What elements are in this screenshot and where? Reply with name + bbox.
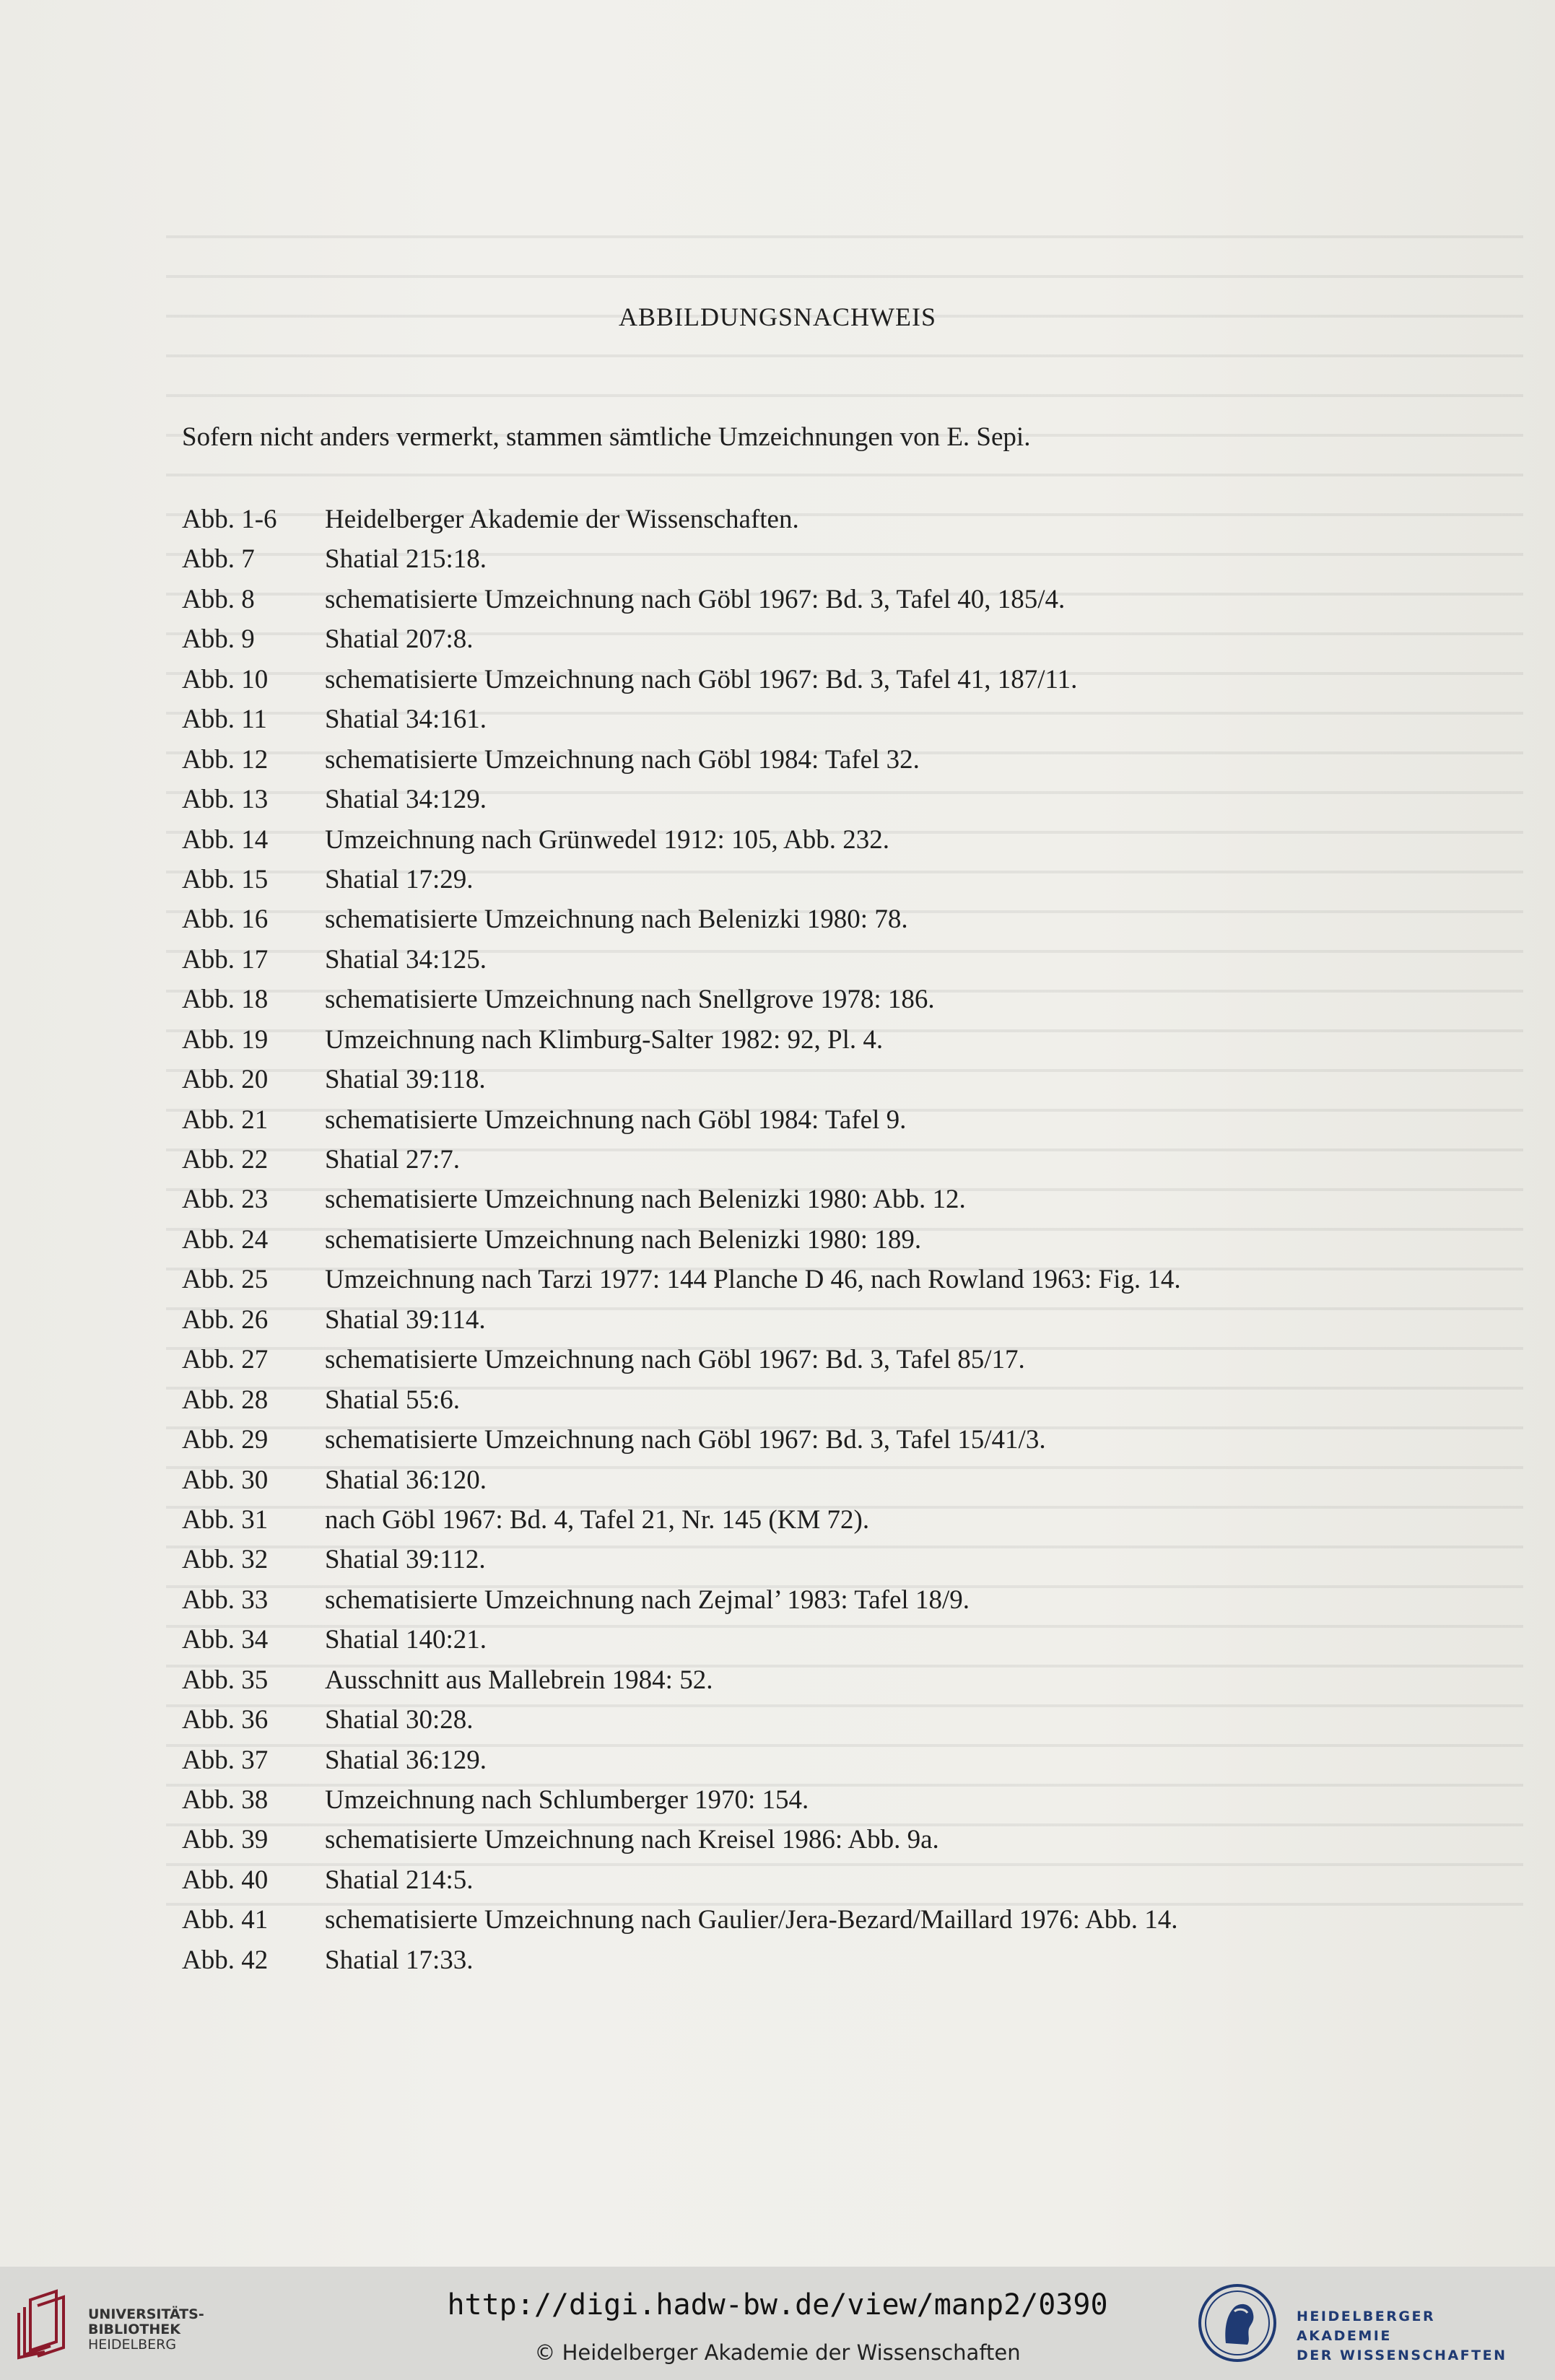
credit-entry bbox=[182, 1820, 1181, 1860]
figure-source: Shatial 27:7. bbox=[325, 1145, 461, 1174]
figure-source: Shatial 34:161. bbox=[325, 705, 487, 735]
credit-entry bbox=[182, 1380, 1181, 1420]
figure-source: nach Göbl 1967: Bd. 4, Tafel 21, Nr. 145 (KM 72). bbox=[325, 1504, 870, 1535]
figure-source: schematisierte Umzeichnung nach Göbl 1967: Bd. 3, Tafel 40, 185/4. bbox=[325, 584, 1066, 614]
credit-entry bbox=[182, 820, 1181, 860]
figure-source: schematisierte Umzeichnung nach Snellgrove 1978: 186. bbox=[325, 985, 935, 1015]
intro-text: Sofern nicht anders vermerkt, stammen sämtliche Umzeichnungen von E. Sepi. bbox=[182, 422, 1031, 452]
credit-entry bbox=[182, 1860, 1181, 1900]
figure-source: schematisierte Umzeichnung nach Göbl 1984: Tafel 32. bbox=[325, 744, 920, 775]
figure-number: Abb. 14 bbox=[182, 824, 269, 855]
figure-source: schematisierte Umzeichnung nach Belenizki 1980: Abb. 12. bbox=[325, 1185, 966, 1215]
figure-source: Shatial 17:33. bbox=[325, 1945, 474, 1975]
figure-source: Shatial 140:21. bbox=[325, 1625, 487, 1655]
credit-entry bbox=[182, 1180, 1181, 1219]
credit-entry bbox=[182, 1100, 1181, 1140]
figure-number: Abb. 13 bbox=[182, 785, 269, 815]
credit-entry bbox=[182, 1140, 1181, 1180]
figure-number: Abb. 7 bbox=[182, 544, 255, 575]
figure-number: Abb. 27 bbox=[182, 1345, 269, 1375]
figure-source: Umzeichnung nach Tarzi 1977: 144 Planche D 46, nach Rowland 1963: Fig. 14. bbox=[325, 1265, 1181, 1295]
credit-entry bbox=[182, 1620, 1181, 1660]
figure-source: Umzeichnung nach Grünwedel 1912: 105, Abb. 232. bbox=[325, 824, 889, 855]
figure-source: Ausschnitt aus Mallebrein 1984: 52. bbox=[325, 1665, 713, 1695]
figure-source: Umzeichnung nach Klimburg-Salter 1982: 92, Pl. 4. bbox=[325, 1024, 884, 1055]
figure-number: Abb. 23 bbox=[182, 1185, 269, 1215]
figure-source: schematisierte Umzeichnung nach Kreisel 1986: Abb. 9a. bbox=[325, 1825, 939, 1855]
footer-bar bbox=[0, 2267, 1555, 2380]
figure-number: Abb. 19 bbox=[182, 1024, 269, 1055]
figure-number: Abb. 25 bbox=[182, 1265, 269, 1295]
figure-source: Shatial 36:129. bbox=[325, 1745, 487, 1775]
figure-source: Shatial 36:120. bbox=[325, 1465, 487, 1495]
hadw-name-line2: DER WISSENSCHAFTEN bbox=[1297, 2348, 1507, 2363]
credit-entry bbox=[182, 699, 1181, 739]
ub-name-line2: BIBLIOTHEK bbox=[88, 2322, 180, 2337]
figure-source: Shatial 215:18. bbox=[325, 544, 487, 575]
figure-source: Umzeichnung nach Schlumberger 1970: 154. bbox=[325, 1785, 809, 1815]
credit-entry bbox=[182, 1020, 1181, 1060]
figure-number: Abb. 39 bbox=[182, 1825, 269, 1855]
credit-entry bbox=[182, 1060, 1181, 1099]
figure-number: Abb. 8 bbox=[182, 584, 255, 614]
credit-entry bbox=[182, 1740, 1181, 1780]
academy-seal-icon bbox=[1197, 2283, 1278, 2363]
figure-number: Abb. 17 bbox=[182, 944, 269, 975]
permalink-url[interactable]: http://digi.hadw-bw.de/view/manp2/0390 bbox=[447, 2288, 1108, 2322]
credit-entry bbox=[182, 1660, 1181, 1700]
figure-number: Abb. 29 bbox=[182, 1425, 269, 1455]
figure-source: schematisierte Umzeichnung nach Belenizki 1980: 189. bbox=[325, 1224, 922, 1255]
figure-number: Abb. 12 bbox=[182, 744, 269, 775]
figure-source: schematisierte Umzeichnung nach Göbl 1967: Bd. 3, Tafel 15/41/3. bbox=[325, 1425, 1046, 1455]
credit-entry bbox=[182, 1300, 1181, 1340]
figure-number: Abb. 30 bbox=[182, 1465, 269, 1495]
figure-source: schematisierte Umzeichnung nach Göbl 1967: Bd. 3, Tafel 41, 187/11. bbox=[325, 664, 1078, 694]
figure-source: Shatial 39:112. bbox=[325, 1545, 486, 1575]
figure-number: Abb. 16 bbox=[182, 905, 269, 935]
figure-source: Shatial 207:8. bbox=[325, 624, 474, 655]
credit-entry bbox=[182, 1420, 1181, 1460]
figure-source: schematisierte Umzeichnung nach Göbl 1967: Bd. 3, Tafel 85/17. bbox=[325, 1345, 1025, 1375]
copyright-notice: © Heidelberger Akademie der Wissenschaften bbox=[534, 2340, 1021, 2365]
credit-entry bbox=[182, 1940, 1181, 1980]
figure-number: Abb. 9 bbox=[182, 624, 255, 655]
figure-number: Abb. 20 bbox=[182, 1065, 269, 1095]
credit-entry bbox=[182, 500, 1181, 539]
credit-entry bbox=[182, 1220, 1181, 1260]
credit-entry bbox=[182, 860, 1181, 899]
figure-credits-list bbox=[182, 500, 1181, 1980]
figure-source: Shatial 34:129. bbox=[325, 785, 487, 815]
figure-number: Abb. 28 bbox=[182, 1385, 269, 1415]
figure-source: Shatial 30:28. bbox=[325, 1705, 474, 1735]
figure-source: schematisierte Umzeichnung nach Göbl 1984: Tafel 9. bbox=[325, 1104, 907, 1135]
figure-source: Shatial 17:29. bbox=[325, 864, 474, 894]
figure-number: Abb. 24 bbox=[182, 1224, 269, 1255]
figure-number: Abb. 1-6 bbox=[182, 505, 277, 534]
credit-entry bbox=[182, 1700, 1181, 1740]
figure-source: schematisierte Umzeichnung nach Zejmal’ 1983: Tafel 18/9. bbox=[325, 1585, 970, 1615]
figure-number: Abb. 22 bbox=[182, 1145, 269, 1174]
credit-entry bbox=[182, 740, 1181, 780]
figure-source: Shatial 34:125. bbox=[325, 944, 487, 975]
figure-number: Abb. 41 bbox=[182, 1905, 269, 1935]
figure-number: Abb. 26 bbox=[182, 1304, 269, 1335]
credit-entry bbox=[182, 980, 1181, 1019]
figure-number: Abb. 31 bbox=[182, 1504, 269, 1535]
figure-number: Abb. 32 bbox=[182, 1545, 269, 1575]
figure-number: Abb. 18 bbox=[182, 985, 269, 1015]
credit-entry bbox=[182, 1900, 1181, 1940]
credit-entry bbox=[182, 940, 1181, 980]
figure-source: Shatial 55:6. bbox=[325, 1385, 461, 1415]
credit-entry bbox=[182, 1460, 1181, 1500]
figure-number: Abb. 34 bbox=[182, 1625, 269, 1655]
figure-number: Abb. 42 bbox=[182, 1945, 269, 1975]
credit-entry bbox=[182, 619, 1181, 659]
figure-number: Abb. 37 bbox=[182, 1745, 269, 1775]
ub-name-line3: HEIDELBERG bbox=[88, 2337, 177, 2353]
figure-source: schematisierte Umzeichnung nach Belenizki 1980: 78. bbox=[325, 905, 908, 935]
credit-entry bbox=[182, 1780, 1181, 1820]
credit-entry bbox=[182, 899, 1181, 939]
hadw-logo[interactable] bbox=[1197, 2277, 1536, 2369]
figure-source: Shatial 39:118. bbox=[325, 1065, 486, 1095]
credit-entry bbox=[182, 1500, 1181, 1540]
figure-source: schematisierte Umzeichnung nach Gaulier/Jera-Bezard/Maillard 1976: Abb. 14. bbox=[325, 1905, 1178, 1935]
page-title: ABBILDUNGSNACHWEIS bbox=[619, 302, 936, 331]
figure-number: Abb. 36 bbox=[182, 1705, 269, 1735]
figure-source: Heidelberger Akademie der Wissenschaften. bbox=[325, 505, 799, 534]
credit-entry bbox=[182, 1580, 1181, 1620]
credit-entry bbox=[182, 1340, 1181, 1379]
credit-entry bbox=[182, 1260, 1181, 1299]
figure-number: Abb. 10 bbox=[182, 664, 269, 694]
credit-entry bbox=[182, 1540, 1181, 1579]
credit-entry bbox=[182, 580, 1181, 619]
figure-number: Abb. 35 bbox=[182, 1665, 269, 1695]
figure-number: Abb. 40 bbox=[182, 1865, 269, 1895]
figure-number: Abb. 21 bbox=[182, 1104, 269, 1135]
credit-entry bbox=[182, 780, 1181, 819]
figure-number: Abb. 33 bbox=[182, 1585, 269, 1615]
hadw-name-line1: HEIDELBERGER AKADEMIE bbox=[1297, 2309, 1436, 2344]
credit-entry bbox=[182, 660, 1181, 699]
figure-number: Abb. 15 bbox=[182, 864, 269, 894]
figure-number: Abb. 11 bbox=[182, 705, 267, 735]
ub-name-line1: UNIVERSITÄTS- bbox=[88, 2306, 204, 2322]
credit-entry bbox=[182, 539, 1181, 579]
figure-source: Shatial 214:5. bbox=[325, 1865, 474, 1895]
figure-number: Abb. 38 bbox=[182, 1785, 269, 1815]
figure-source: Shatial 39:114. bbox=[325, 1304, 486, 1335]
